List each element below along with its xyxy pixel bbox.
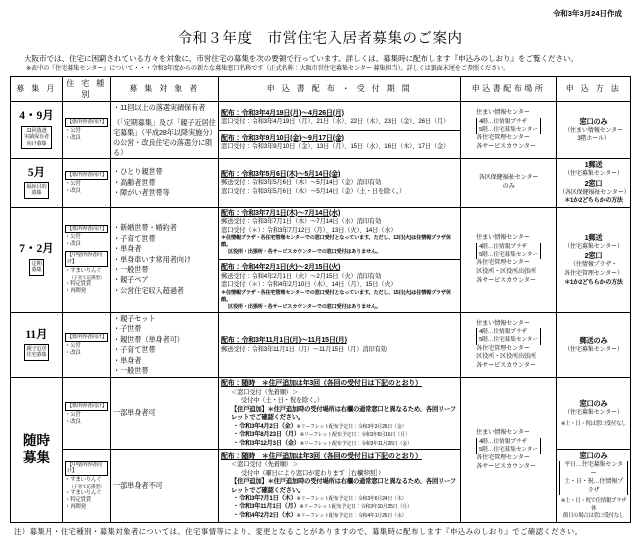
place-item: 各住宅管理センター [476,453,530,461]
period-headline: 配布：令和3年4月19日(月)～4月26日(月) [221,109,344,117]
table-row [11,101,631,158]
period-date-item [221,431,458,439]
period-date-item [221,495,458,503]
period-date-memo: ※リーフレット配布予定日：令和3年8月16日（月） [299,432,410,439]
target-item: ・公営住宅収入超過者 [113,285,184,295]
housing-type-note: （子育て応援型） [69,484,105,490]
row-target-cell [111,207,219,312]
period-note: 区役所・出張所・各サービスカウンターでの窓口受付はありません。 [228,249,382,256]
period-line: 窓口受付：令和3年9月10日（金）、13日（月）、15日（水）、16日（木）、17日（金） [221,143,450,151]
housing-type-item: ・公営 [65,342,81,349]
row-target-cell [111,312,219,378]
place-bracket-item: 5階…住宅募集センター [476,251,541,259]
place-item: 区役所・区役所出張所 [476,267,536,275]
period-date: ・令和3年11月1日（月） [233,503,300,511]
housing-type-item: ・改良 [65,187,81,194]
housing-type-item: ・改良 [65,241,81,248]
place-item: 各サービスカウンター [476,361,536,369]
target-item: ・子育て世帯 [113,345,156,355]
place-item: 各サービスカウンター [476,142,536,150]
housing-application-table [10,76,631,523]
period-line: 窓口受付：令和3年5月6日（木）～5月14日（金）（土・日を除く。） [221,187,406,195]
method-sub: （住宅募集センター） [564,409,623,417]
method-sub: 土・日・祝…住情報プラザ [559,478,628,495]
period-line: ＜窓口受付（先着順）＞ [231,461,299,469]
period-line: 受付中（曜日により窓口が変わります［右欄参照］） [241,469,385,477]
method-note: ＊1か2どちらかの方法 [564,279,623,286]
month-sublabel: 11回落選 実績保有者 向け募集 [21,126,52,150]
target-item: ・新婚世帯・婚約者 [113,223,177,233]
period-date: ・令和4年2月2日（水） [233,511,297,519]
place-bracket-item: 5階…住宅募集センター [476,446,541,454]
target-item: ・単身者 [113,355,142,365]
month-label: 11月 [25,328,48,341]
method-note-2: 館日の場合は窓口受付なし [562,513,625,520]
housing-type-item: ・再開発 [65,504,86,511]
month-sublabel: 福祉目的 募集 [24,182,50,199]
target-item: ・親子セット [113,313,156,323]
method-sub: 平日…住宅募集センター [559,461,628,478]
target-item: ・子育て世帯 [113,233,156,243]
place-main: 住まい情報センター [476,319,530,327]
target-item: ・単身車いす常用者向け [113,254,191,264]
place-main: 住まい情報センター [476,429,530,437]
col-header-month: 募 集 月 [11,76,63,101]
table-body [11,101,631,522]
month-sublabel: 定期 募集 [29,259,45,276]
month-sublabel: 親子近居 住宅募集 [24,344,50,361]
place-item: 各住宅管理センター [476,259,530,267]
housing-type-head: 【低所得者向け】 [67,119,107,126]
period-date-memo: ※リーフレット配布予定日：令和3年6月24日（木） [296,496,407,503]
target-item: ・障がい者世帯等 [113,188,170,198]
method-sub: （住まい情報センター [564,126,623,134]
period-date: ・令和3年4月2日（金） [233,422,297,430]
period-headline: 配布：令和3年11月1日(月)～11月15日(月) [221,337,347,345]
row-method-cell [557,449,631,522]
method-sub: （各区保健福祉センター） [559,188,630,196]
housing-type-item: ・すまいりんぐ [65,490,102,497]
target-item: ・一般世帯 [113,366,149,375]
period-date-memo: ※リーフレット配布予定日：令和3年10月25日（月） [299,504,412,511]
row-place-cell [461,312,557,378]
housing-type-head: 【低所得者向け】 [67,225,107,232]
housing-type-item: ・改良 [65,350,81,356]
month-label: 5月 [27,166,46,179]
place-bracket-item: 4階…住情報プラザ [476,438,541,446]
target-item: ・親世帯（単身者可） [113,334,184,344]
method-title: 郵送のみ [579,335,608,345]
period-note: 区役所・出張所・各サービスカウンターでの窓口受付はありません。 [228,303,382,310]
row-housing-type-cell [63,207,111,312]
month-label-2: 募集 [23,450,50,466]
place-bracket-item: 5階…住宅募集センター [476,126,541,134]
row-month-cell [11,207,63,312]
target-item: 一部単身者可 [113,408,156,418]
place-item: のみ [502,183,515,191]
period-line: 窓口受付（＊）：令和4年2月10日（木）、14日（月）、15日（火） [221,281,397,289]
method-note: ※土・日・祝で住情報プラザ休 [560,498,627,512]
row-month-cell [11,378,63,522]
method-sub: 各住宅管理センター） [564,269,623,277]
period-line: 受付中（土・日・祝を除く。） [241,397,324,405]
row-period-cell [219,378,461,450]
period-date-memo: ※リーフレット配布予定日：令和3年3月26日（金） [296,423,407,430]
period-headline: 配布：随時 ＊住戸追加は年3回（各回の受付日は下記のとおり） [221,452,422,460]
table-row [11,159,631,208]
place-item: 区役所・区役所出張所 [476,353,536,361]
row-month-cell [11,159,63,208]
place-main: 各区保健福祉センター [478,174,539,182]
method-note: ※土・日・祝は窓口受付なし [560,420,627,427]
period-line: 郵送受付：令和3年11月1日（月）～11月15日（月）消印有効 [221,345,387,353]
row-method-cell [557,312,631,378]
period-date-item [221,512,458,520]
period-date: ・令和3年8月23日（月） [233,431,300,439]
period-date-item [221,503,458,511]
row-target-cell [111,101,219,158]
target-item: 一部単身者不可 [113,480,163,490]
method-sub: （住宅募集センター） [564,345,623,353]
method-sub: （住宅募集センター） [564,170,623,178]
period-date: ・令和3年12月3日（金） [233,439,300,447]
month-label: 7・2月 [19,243,54,256]
row-month-cell [11,101,63,158]
month-label: 随時 [23,433,50,449]
row-period-cell [219,159,461,208]
row-place-cell [461,159,557,208]
target-item: ・ひとり親世帯 [113,167,163,177]
row-period-cell [219,449,461,522]
row-period-cell [219,101,461,158]
method-title-2: 2窓口 [584,178,603,188]
target-item: ・単身者 [113,244,142,254]
method-title-2: 2窓口 [584,251,603,261]
period-date: ・令和3年7月1日（木） [233,495,297,503]
period-divider [218,259,460,260]
period-headline: 配布：令和4年2月1日(火)～2月15日(火) [221,264,341,272]
table-row [11,312,631,378]
row-method-cell [557,207,631,312]
housing-type-head-2: 【中堅所得者向け】 [65,251,108,267]
period-line: 郵送受付：令和3年5月6日（木）～5月14日（金）消印有効 [221,179,382,187]
target-item: ・親子ペア [113,275,149,285]
place-item: 各住宅管理センター [476,344,530,352]
housing-type-item: ・改良 [65,134,81,141]
place-block [479,174,539,191]
period-headline: 配布：令和3年5月6日(木)～5月14日(金) [221,170,341,178]
place-bracket-item: 4階…住情報プラザ [476,118,541,126]
document-created-date: 令和3年3月24日作成 [552,9,622,18]
row-target-cell [111,159,219,208]
table-header-row [11,76,631,101]
row-target-cell [111,449,219,522]
period-note: ＊住情報プラザ・各住宅管理センターでの窓口受付となっています。ただし、13日(火)は住情報プラザ休館。 [221,235,451,249]
row-method-cell [557,101,631,158]
row-period-cell [219,207,461,312]
col-header-target: 募 集 対 象 者 [111,76,219,101]
period-line: 窓口受付（＊）：令和3年7月12日（月）、13日（火）、14日（水） [221,226,397,234]
housing-type-item: ・特定賃貸 [65,497,91,504]
method-title: 1郵送 [584,232,603,242]
place-main: 住まい情報センター [476,108,530,116]
target-note: （「定期募集」及び「親子近居住宅募集」（平成28年以降実施分）の公営・改良住宅の落選分に限る） [113,118,216,157]
row-housing-type-cell [63,449,111,522]
period-line: 【住戸追加】＊住戸追加時の受付場所は右欄の通常窓口と異なるため、各回リーフレットでご確認ください。 [231,405,457,422]
target-item: ・子世帯 [113,324,142,334]
period-note: ＊住情報プラザ・各住宅管理センターでの窓口受付となっています。ただし、15日(火)は住情報プラザ休館。 [221,289,451,303]
method-sub: （住情報プラザ・ [569,261,618,269]
place-block [476,234,541,285]
housing-type-item: ・再開発 [65,287,86,294]
col-header-housing-type: 住 宅 種 別 [63,76,111,101]
period-date-item [221,423,458,431]
page-title: 令和３年度 市営住宅入居者募集のご案内 [177,31,463,47]
month-label: 4・9月 [19,110,54,123]
footnote: 注）募集月・住宅種別・募集対象者については、住宅事情等により、変更となることがありますので、募集時に配布します『申込みのしおり』でご確認ください。 [14,526,583,536]
housing-type-head: 【低所得者向け】 [67,172,107,179]
period-divider [218,130,460,131]
period-line: 窓口受付：令和3年4月19日（月）、21日（水）、22日（木）、23日（金）、26日（月） [221,118,450,126]
row-month-cell [11,312,63,378]
lead-note: ※表中の『住宅募集センター』について・・・令和3年度からの新たな募集窓口名称です（正式名称：大阪市営住宅募集センター 募集担当）。詳しくは裏面末尾をご参照ください。 [26,65,510,73]
period-headline: 配布：随時 ＊住戸追加は年3回（各回の受付日は下記のとおり） [221,380,422,388]
housing-type-item: ・特定賃貸 [65,280,91,287]
row-housing-type-cell [63,312,111,378]
target-item: ・一般世帯 [113,265,149,275]
row-period-cell [219,312,461,378]
method-title: 窓口のみ [579,450,608,460]
row-target-cell [111,378,219,450]
target-item: ・11回以上の落選実績保有者 [113,102,206,112]
housing-type-item: ・公営 [65,411,81,418]
place-main: 住まい情報センター [476,234,530,242]
place-block [476,320,541,371]
method-note: ＊1か2どちらかの方法 [564,198,623,205]
housing-type-item: ・すまいりんぐ [65,477,102,484]
row-method-cell [557,159,631,208]
method-title: 窓口のみ [579,116,608,126]
target-item: ・高齢者世帯 [113,177,156,187]
housing-type-head: 【低所得者向け】 [67,334,107,341]
period-line: 郵送受付：令和3年7月1日（木）～7月14日（水）消印有効 [221,218,382,226]
row-place-cell [461,101,557,158]
row-place-cell [461,207,557,312]
period-date-item [221,440,458,448]
place-block [476,429,541,471]
period-line: 郵送受付：令和4年2月1日（火）～2月15日（火）消印有効 [221,272,382,280]
housing-type-note: （子育て応援型） [69,274,105,280]
row-method-cell [557,378,631,450]
place-block [476,109,541,151]
method-sub: 3階ホール） [577,135,610,143]
row-housing-type-cell [63,378,111,450]
col-header-period: 申 込 書 配 布 ・ 受 付 期 間 [219,76,461,101]
period-date-memo: ※リーフレット配布予定日：令和4年1月26日（水） [296,512,407,519]
method-sub: （住宅募集センター） [564,242,623,250]
place-item: 各サービスカウンター [476,462,536,470]
place-item: 各住宅管理センター [476,133,530,141]
row-place-cell [461,378,557,522]
place-bracket-item: 4階…住情報プラザ [476,328,541,336]
lead-paragraph: 大阪市では、住宅に困窮されている方々を対象に、市営住宅の募集を次の要領で行っています。詳しくは、募集時に配布します『申込みのしおり』をご覧ください。 [24,54,578,63]
col-header-method: 申 込 方 法 [557,76,631,101]
place-bracket-item: 5階…住宅募集センター [476,336,541,344]
method-title: 1郵送 [584,160,603,170]
housing-type-item: ・公営 [65,234,81,241]
period-headline: 配布：令和3年9月10日(金)～9月17日(金) [221,134,344,142]
period-line: ＜窓口受付（先着順）＞ [231,388,299,396]
housing-type-head: 【中堅所得者向け】 [65,461,108,477]
period-line: 【住戸追加】＊住戸追加時の受付場所は右欄の通常窓口と異なるため、各回リーフレットでご確認ください。 [231,478,457,494]
period-date-memo: ※リーフレット配布予定日：令和3年11月26日（金） [299,440,412,447]
housing-type-item: ・すまいりんぐ [65,267,102,274]
place-bracket-item: 4階…住情報プラザ [476,243,541,251]
table-row [11,378,631,450]
housing-type-item: ・公営 [65,180,81,187]
row-housing-type-cell [63,159,111,208]
col-header-place: 申込書配布場所 [461,76,557,101]
housing-type-item: ・公営 [65,127,81,134]
period-headline: 配布：令和3年7月1日(木)～7月14日(水) [221,209,341,217]
place-item: 各サービスカウンター [476,276,536,284]
method-title: 窓口のみ [579,399,608,409]
table-row [11,207,631,312]
row-housing-type-cell [63,101,111,158]
housing-type-head: 【低所得者向け】 [67,402,107,409]
housing-type-item: ・改良 [65,418,81,425]
